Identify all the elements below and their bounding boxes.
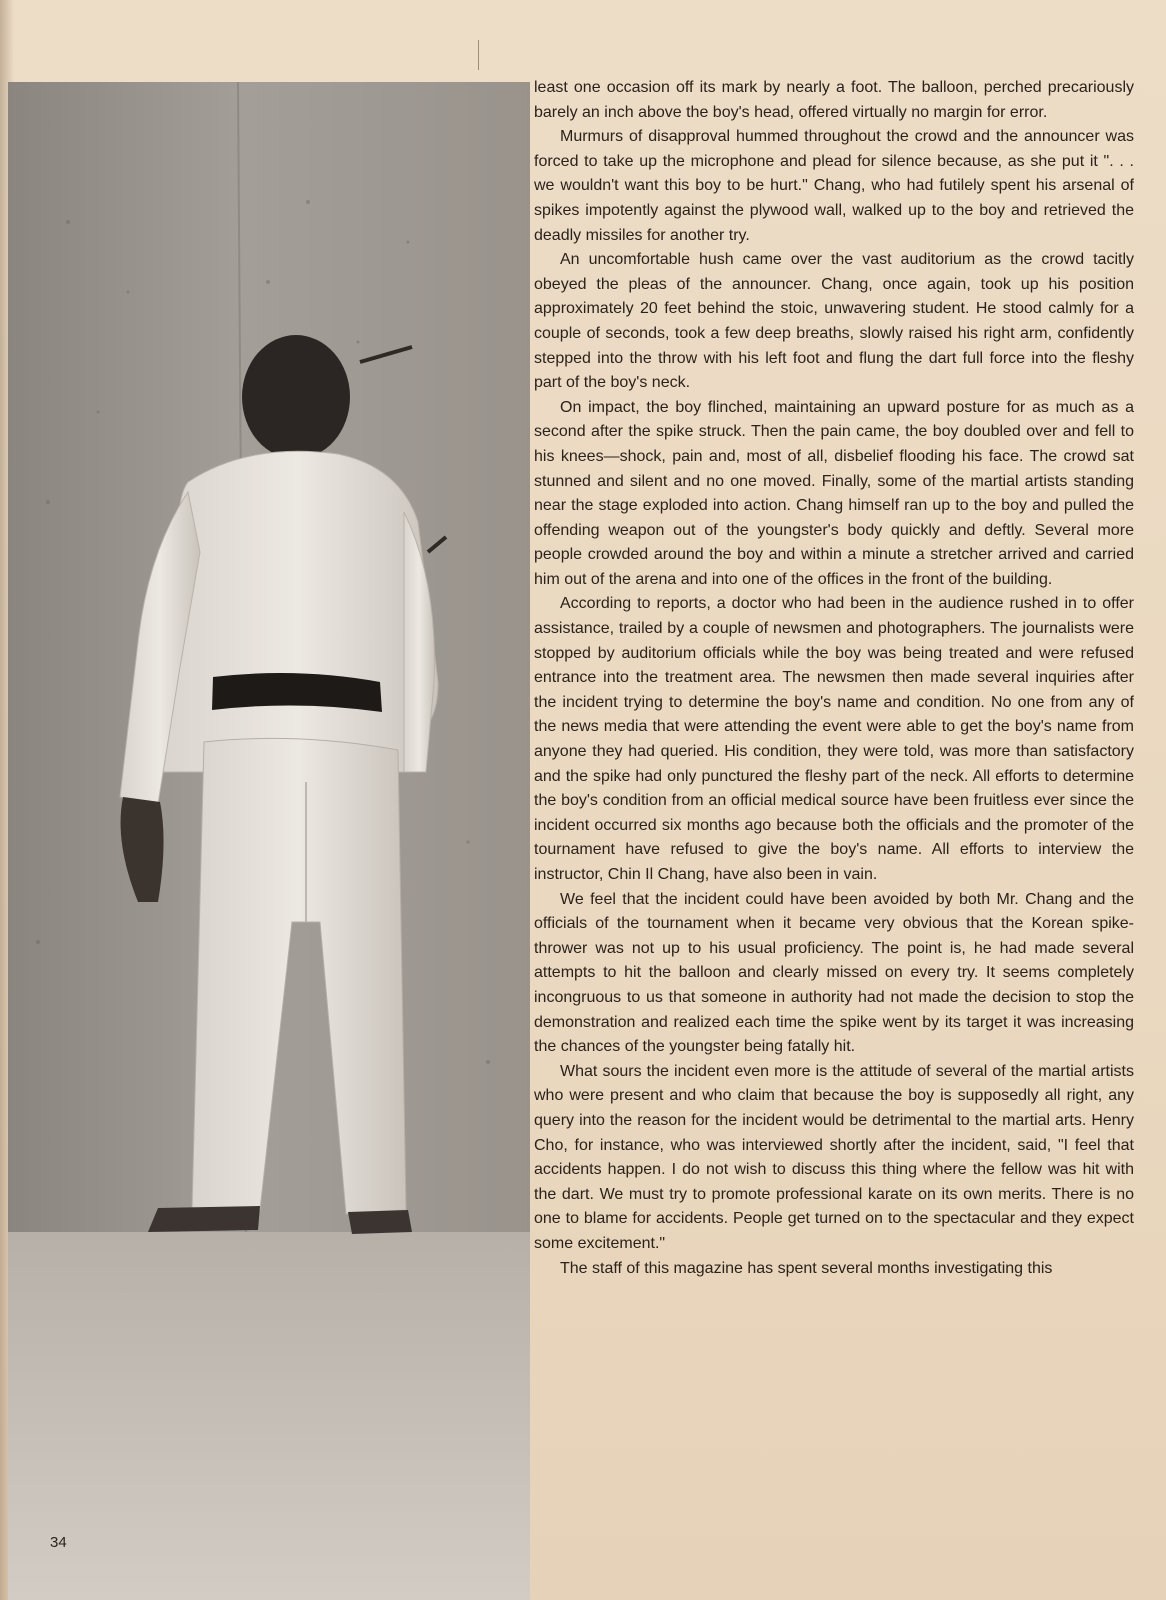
- karate-student-photo: [8, 82, 530, 1600]
- paragraph: An uncomfortable hush came over the vast auditorium as the crowd tacitly obeyed the pleas of the announcer. Chang, once again, took up his position approximately 20 feet behind the stoic, unwavering student. He stood calmly for a couple of seconds, took a few deep breaths, slowly raised his right arm, confidently stepped into the throw with his left foot and flung the dart full force into the fleshy part of the boy's neck.: [534, 251, 1134, 392]
- paragraph: What sours the incident even more is the attitude of several of the martial artists who were present and who claim that because the boy is supposedly all right, any query into the reason for the incident would be detrimental to the martial arts. Henry Cho, for instance, who was interviewed shortly after the incident, said, "I feel that accidents happen. I do not wish to discuss this thing where the fellow was hit with the dart. We must try to promote professional karate on its own merits. There is no one to blame for accidents. People get turned on to the spectacular and they expect some excitement.": [534, 1062, 1134, 1252]
- paragraph: The staff of this magazine has spent several months investigating this: [560, 1259, 1053, 1277]
- article-body: [534, 76, 1134, 1281]
- floor: [8, 1232, 530, 1600]
- paragraph: On impact, the boy flinched, maintaining an upward posture for as much as a second after the spike struck. Then the pain came, the boy doubled over and fell to his knees—shock, pain and, most of all, disbelief flooding his face. The crowd sat stunned and silent and no one moved. Finally, some of the martial artists standing near the stage exploded into action. Chang himself ran up to the boy and pulled the offending weapon out of the youngster's body quickly and deftly. Several more people crowded around the boy and within a minute a stretcher arrived and carried him out of the arena and into one of the offices in the front of the building.: [534, 398, 1134, 588]
- article-photo: [8, 82, 530, 1600]
- left-foot: [148, 1206, 260, 1232]
- paragraph: According to reports, a doctor who had been in the audience rushed in to offer assistance, trailed by a couple of newsmen and photographers. The journalists were stopped by auditorium officials while the boy was being treated and were refused entrance into the treatment area. The newsmen then made several inquiries after the incident trying to determine the boy's name and condition. No one from any of the news media that were attending the event were able to get the boy's name from anyone they had queried. His condition, they were told, was more than satisfactory and the spike had only punctured the fleshy part of the neck. All efforts to determine the boy's condition from an official medical source have been fruitless ever since the incident occurred six months ago because both the officials and the promoter of the tournament have refused to give the boy's name. All efforts to interview the instructor, Chin Il Chang, have also been in vain.: [534, 595, 1134, 883]
- student-head: [242, 335, 350, 459]
- right-foot: [348, 1210, 412, 1234]
- page-number: 34: [50, 1534, 67, 1551]
- page-crease: [478, 40, 479, 70]
- paragraph: least one occasion off its mark by nearly a foot. The balloon, perched precariously barely an inch above the boy's head, offered virtually no margin for error.: [534, 79, 1134, 121]
- paragraph: We feel that the incident could have been avoided by both Mr. Chang and the officials of the tournament when it became very obvious that the Korean spike-thrower was not up to his usual proficiency. The point is, he had made several attempts to hit the balloon and clearly missed on every try. It seems completely incongruous to us that someone in authority had not made the decision to stop the demonstration and realized each time the spike went by its target it was increasing the chances of the youngster being fatally hit.: [534, 890, 1134, 1056]
- paragraph: Murmurs of disapproval hummed throughout the crowd and the announcer was forced to take up the microphone and plead for silence because, as she put it ". . . we wouldn't want this boy to be hurt." Chang, who had futilely spent his arsenal of spikes impotently against the plywood wall, walked up to the boy and retrieved the deadly missiles for another try.: [534, 128, 1134, 244]
- gi-jacket: [158, 451, 438, 772]
